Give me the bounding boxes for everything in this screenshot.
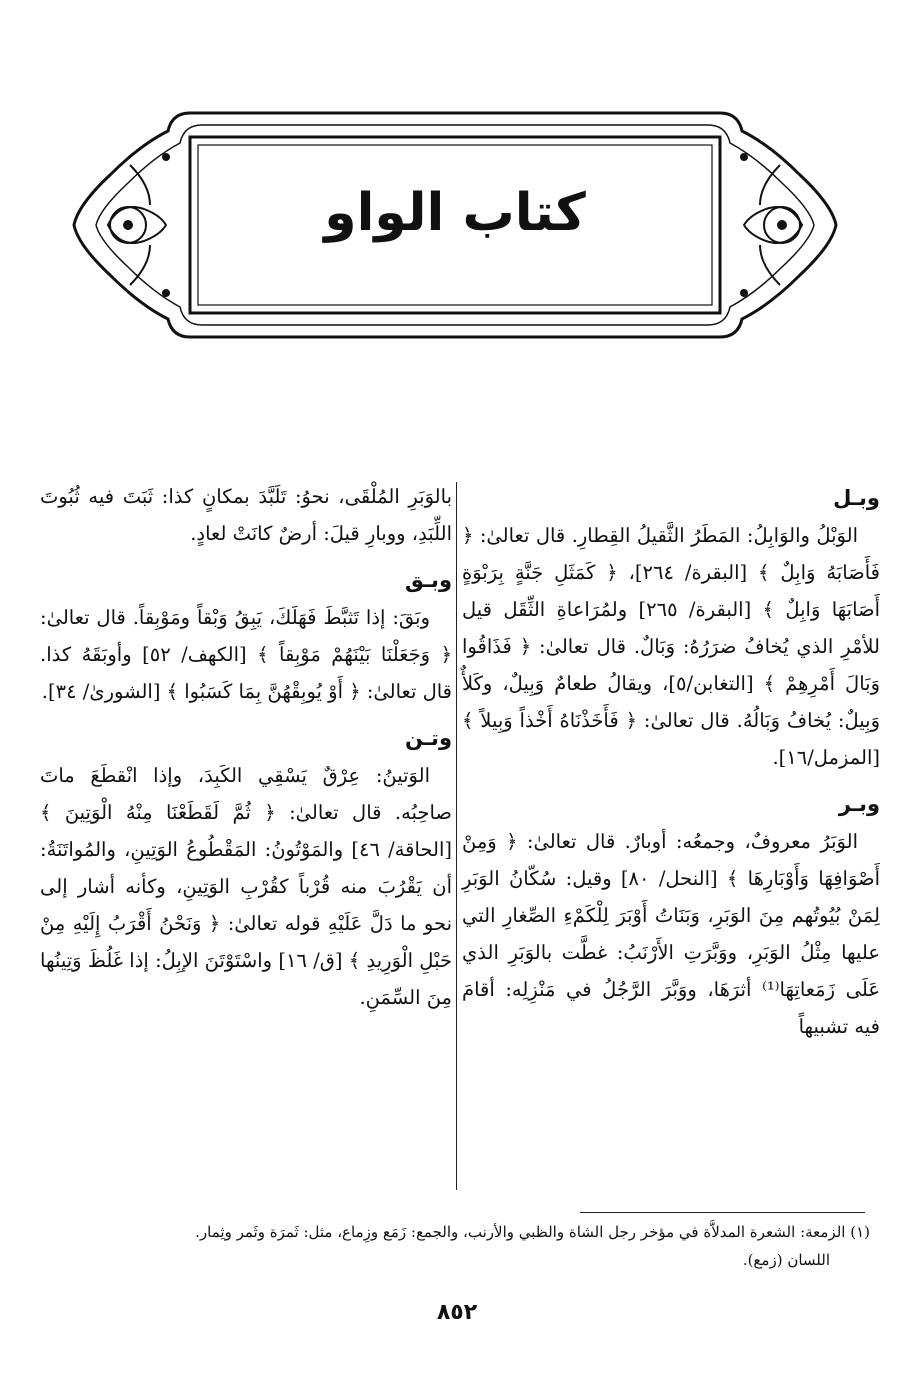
book-title: كتاب الواو (324, 183, 586, 243)
column-divider (456, 482, 457, 1190)
title-banner (70, 105, 840, 345)
entry-text: الوَبَرُ معروفٌ، وجمعُه: أوبارٌ. قال تعالىٰ: ﴿ وَمِنْ أَصْوَافِهَا وَأَوْبَارِهَا ﴾ [النحل/ ٨٠] وقيل: سُكّانُ الوَبَرِ لِمَنْ بُيُوتُهم مِنَ الوَبَرِ، وَبَنَاتُ أَوْبَرَ لِلْكَمْءِ الصِّغارِ التي عليها مِثْلُ الوَبَرِ، ووَبَّرَتِ الأَرْنَبُ: غطَّت بالوَبَرِ الذي عَلَى زَمَعاتِهَا⁽¹⁾ أثرَهَا، ووَبَّرَ الرَّجُلُ في مَنْزِلِه: أقامَ فيه تشبيهاً (462, 830, 880, 1038)
entry-head: وبـق (404, 568, 452, 592)
entry-text: الوَبْلُ والوَابِلُ: المَطَرُ الثَّقيلُ القِطارِ. قال تعالىٰ: ﴿ فَأَصَابَهُ وَابِلٌ ﴾ [البقرة/ ٢٦٤]، ﴿ كَمَثَلِ جَنَّةٍ بِرَبْوَةٍ أَصَابَهَا وَابِلٌ ﴾ [البقرة/ ٢٦٥] ولمُرَاعاةِ الثِّقَل قيل للأمْرِ الذي يُخافُ ضرَرُهُ: وَبَالٌ. قال تعالىٰ: ﴿ فَذَاقُوا وَبَالَ أَمْرِهِمْ ﴾ [التغابن/٥]، ويقالُ طعامٌ وَبِيلٌ، وكَلأٌ وَبِيلٌ: يُخافُ وَبَالُهُ. قال تعالىٰ: ﴿ فَأَخَذْنَاهُ أَخْذاً وَبِيلاً ﴾ [المزمل/١٦]. (462, 524, 880, 769)
left-column (40, 478, 452, 1026)
footnote-rule (580, 1212, 865, 1213)
entry-text: وبَقَ: إذا تَثبَّطَ فَهَلَكَ، يَبِقُ وَبْقاً ومَوْبِقاً. قال تعالىٰ: ﴿ وَجَعَلْنَا بَيْنَهُمْ مَوْبِقاً ﴾ [الكهف/ ٥٢] وأوبَقَهُ كذا. قال تعالىٰ: ﴿ أَوْ يُوبِقْهُنَّ بِمَا كَسَبُوا ﴾ [الشورىٰ/ ٣٤]. (40, 606, 452, 703)
entry-text: الوَتينُ: عِرْقٌ يَسْقِي الكَبِدَ، وإذا انْقطَعَ ماتَ صاحِبُه. قال تعالىٰ: ﴿ ثُمَّ لَقَطَعْنَا مِنْهُ الْوَتِينَ ﴾ [الحاقة/ ٤٦] والمَوْتُونُ: المَقْطُوعُ الوَتِينِ، والمُواتَنَةُ: أن يَقْرُبَ منه قُرْباً كقُرْبِ الوَتِينِ، وكأنه أشار إلى نحو ما دَلَّ عَلَيْهِ قوله تعالىٰ: ﴿ وَنَحْنُ أَقْرَبُ إِلَيْهِ مِنْ حَبْلِ الْوَرِيدِ ﴾ [ق/ ١٦] واسْتَوْتَنَ الإبِلُ: إذا غَلُظَ وَتِينُها مِنَ السِّمَنِ. (40, 764, 453, 1009)
entry-head: وتـن (404, 726, 452, 750)
footnote (40, 1218, 870, 1274)
right-column (462, 478, 880, 1055)
entry-text: بالوَبَرِ المُلْقَى، نحوُ: تَلَبَّدَ بمكانٍ كذا: ثَبَتَ فيه ثُبُوتَ اللِّبَدِ، ووبارِ قيلَ: أرضٌ كانَتْ لعادٍ. (40, 485, 452, 545)
footnote-line: (١) الزمعة: الشعرة المدلاَّة في مؤخر رجل الشاة والظبي والأرنب، والجمع: زَمَع وزِماع، مثل: ثَمرَة وثَمر وثِمار. (195, 1223, 870, 1241)
page-number: ٨٥٢ (436, 1300, 478, 1325)
entry-head: وبـر (838, 792, 880, 816)
entry-head: وبـل (833, 486, 880, 510)
footnote-line: اللسان (زمع). (742, 1251, 830, 1269)
